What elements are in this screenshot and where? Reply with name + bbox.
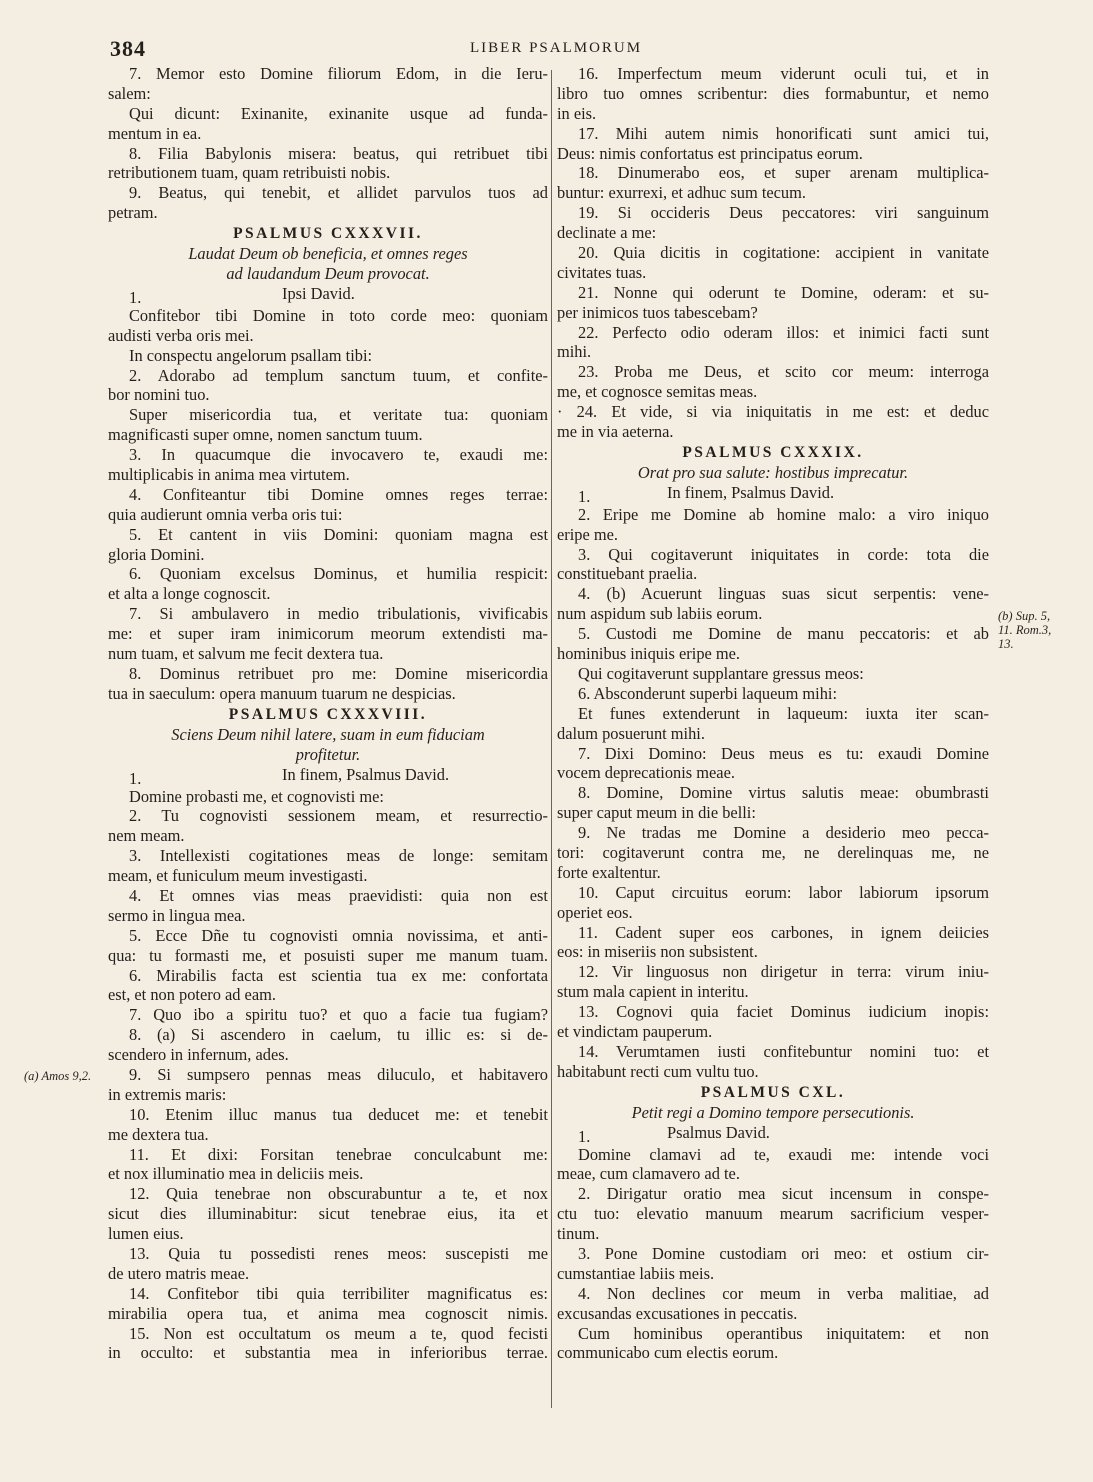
text-line: in extremis maris:: [108, 1084, 227, 1104]
text-line: 6. Mirabilis facta est scientia tua ex me: confortata: [129, 965, 548, 985]
text-line: per inimicos tuos tabescebam?: [557, 302, 758, 322]
text-line: cumstantiae labiis meis.: [557, 1263, 715, 1283]
text-line: qua: tu formasti me, et posuisti super me manum tuam.: [108, 945, 548, 965]
text-line: et alta a longe cognoscit.: [108, 584, 271, 604]
text-line: Qui dicunt: Exinanite, exinanite usque ad funda-: [129, 103, 548, 123]
psalm-argument: profitetur.: [295, 744, 361, 764]
text-line: 9. Ne tradas me Domine a desiderio meo pecca-: [578, 823, 989, 843]
text-line: declinate a me:: [557, 223, 657, 243]
text-line: num aspidum sub labiis eorum.: [557, 604, 763, 624]
text-line: 20. Quia dicitis in cogitatione: accipient in vanitate: [578, 243, 989, 263]
inscription-text: In finem, Psalmus David.: [667, 482, 835, 502]
verse-number: 1.: [129, 287, 142, 307]
text-line: nem meam.: [108, 826, 185, 846]
text-line: communicabo cum electis eorum.: [557, 1343, 779, 1363]
text-line: Confitebor tibi Domine in toto corde meo: quoniam: [129, 305, 548, 325]
text-line: forte exaltentur.: [557, 862, 661, 882]
text-line: mirabilia opera tua, et anima mea cognoscit nimis.: [108, 1303, 548, 1323]
text-line: in occulto: et substantia mea in inferioribus terrae.: [108, 1343, 548, 1363]
margin-note-right: [998, 609, 1078, 651]
text-line: 10. Caput circuitus eorum: labor labiorum ipsorum: [578, 882, 989, 902]
text-line: constituebant praelia.: [557, 564, 698, 584]
psalm-heading: PSALMUS CXXXVIII.: [228, 705, 428, 723]
text-line: et nox illuminatio mea in deliciis meis.: [108, 1164, 364, 1184]
text-line: 8. Filia Babylonis misera: beatus, qui retribuet tibi: [129, 143, 548, 163]
text-line: 17. Mihi autem nimis honorificati sunt amici tui,: [578, 123, 989, 143]
text-line: 19. Si occideris Deus peccatores: viri sanguinum: [578, 203, 989, 223]
text-line: 4. Et omnes vias meas praevidisti: quia non est: [129, 885, 548, 905]
text-line: petram.: [108, 203, 158, 223]
text-line: operiet eos.: [557, 902, 633, 922]
text-line: 14. Confitebor tibi quia terribiliter magnificatus es:: [129, 1283, 548, 1303]
text-line: me, et cognosce semitas meas.: [557, 382, 758, 402]
psalm-argument: Orat pro sua salute: hostibus imprecatur.: [637, 462, 909, 482]
text-line: 23. Proba me Deus, et scito cor meum: interroga: [578, 362, 989, 382]
text-line: tinum.: [557, 1224, 600, 1244]
text-line: libro tuo omnes scribentur: dies formabuntur, et nemo: [557, 83, 989, 103]
psalm-inscription: [108, 765, 548, 787]
psalm-inscription: [108, 284, 548, 306]
text-line: me in via aeterna.: [557, 422, 674, 442]
text-line: 5. Et cantent in viis Domini: quoniam magna est: [129, 524, 548, 544]
text-line: 16. Imperfectum meum viderunt oculi tui, et in: [578, 64, 989, 83]
page-header: [0, 34, 1093, 64]
text-line: me: et super iram inimicorum meorum extendisti ma-: [108, 624, 548, 644]
text-line: 3. Qui cogitaverunt iniquitates in corde: tota die: [578, 544, 989, 564]
text-line: 5. Custodi me Domine de manu peccatoris: et ab: [578, 624, 989, 644]
psalm-argument: Laudat Deum ob beneficia, et omnes reges: [188, 244, 468, 264]
text-line: magnificasti super omne, nomen sanctum tuum.: [108, 425, 423, 445]
text-line: 7. Memor esto Domine filiorum Edom, in die Ieru-: [129, 64, 548, 83]
text-line: Cum hominibus operantibus iniquitatem: et non: [578, 1323, 989, 1343]
text-line: 8. (a) Si ascendero in caelum, tu illic es: si de-: [129, 1025, 548, 1045]
verse-number: 1.: [129, 768, 142, 788]
text-line: Super misericordia tua, et veritate tua: quoniam: [129, 405, 548, 425]
text-line: · 24. Et vide, si via iniquitatis in me est: et deduc: [557, 402, 989, 422]
text-line: 21. Nonne qui oderunt te Domine, oderam: et su-: [578, 282, 989, 302]
text-line: tua in saeculum: opera manuum tuarum ne despicias.: [108, 683, 456, 703]
text-line: 13. Cognovi quia faciet Dominus iudicium inopis:: [578, 1002, 989, 1022]
text-line: gloria Domini.: [108, 544, 205, 564]
text-line: est, et non potero ad eam.: [108, 985, 276, 1005]
text-line: scendero in infernum, ades.: [108, 1045, 289, 1065]
text-line: 2. Dirigatur oratio mea sicut incensum in conspe-: [578, 1184, 989, 1204]
text-line: 8. Domine, Domine virtus salutis meae: obumbrasti: [578, 783, 989, 803]
text-line: excusandas excusationes in peccatis.: [557, 1303, 798, 1323]
text-line: 9. Si sumpsero pennas meas diluculo, et habitavero: [129, 1064, 548, 1084]
text-line: tori: cogitaverunt contra me, ne derelinquas me, ne: [557, 842, 989, 862]
left-column: [108, 64, 548, 1363]
text-line: Et funes extenderunt in laqueum: iuxta iter scan-: [578, 703, 989, 723]
psalm-inscription: [557, 1123, 989, 1145]
text-line: 6. Quoniam excelsus Dominus, et humilia respicit:: [129, 564, 548, 584]
text-line: ctu tuo: elevatio manuum mearum sacrificium vesper-: [557, 1204, 989, 1224]
text-line: lumen eius.: [108, 1224, 184, 1244]
text-line: 7. Dixi Domino: Deus meus es tu: exaudi Domine: [578, 743, 989, 763]
text-line: 2. Adorabo ad templum sanctum tuum, et confite-: [129, 365, 548, 385]
running-title: LIBER PSALMORUM: [470, 40, 643, 56]
psalm-argument: Sciens Deum nihil latere, suam in eum fiduciam: [171, 724, 485, 744]
text-line: stum mala capient in interitu.: [557, 982, 749, 1002]
margin-note-left: (a) Amos 9,2.: [24, 1069, 92, 1083]
text-line: 12. Vir linguosus non dirigetur in terra: virum iniu-: [578, 962, 989, 982]
inscription-text: Psalmus David.: [667, 1122, 770, 1142]
margin-note-line: 13.: [998, 637, 1014, 651]
text-line: 7. Quo ibo a spiritu tuo? et quo a facie tua fugiam?: [129, 1005, 548, 1025]
text-line: me dextera tua.: [108, 1124, 209, 1144]
text-line: 6. Absconderunt superbi laqueum mihi:: [578, 683, 838, 703]
text-line: sicut dies illuminabitur: sicut tenebrae eius, ita et: [108, 1204, 548, 1224]
text-line: Domine probasti me, et cognovisti me:: [129, 786, 384, 806]
text-line: eripe me.: [557, 524, 618, 544]
text-line: dalum posuerunt mihi.: [557, 723, 705, 743]
inscription-text: In finem, Psalmus David.: [282, 764, 450, 784]
text-line: de utero matris meae.: [108, 1263, 250, 1283]
text-line: 3. Intellexisti cogitationes meas de longe: semitam: [129, 846, 548, 866]
text-line: 11. Cadent super eos carbones, in ignem deiicies: [578, 922, 989, 942]
text-line: buntur: exurrexi, et adhuc sum tecum.: [557, 183, 806, 203]
text-line: 3. Pone Domine custodiam ori meo: et ostium cir-: [578, 1243, 989, 1263]
text-line: meam, et funiculum meum investigasti.: [108, 866, 368, 886]
text-line: quia audierunt omnia verba oris tui:: [108, 504, 343, 524]
text-line: 4. (b) Acuerunt linguas suas sicut serpentis: vene-: [578, 584, 989, 604]
text-line: retributionem tuam, quam retribuisti nobis.: [108, 163, 391, 183]
psalm-argument: ad laudandum Deum provocat.: [226, 264, 430, 284]
text-line: 15. Non est occultatum os meum a te, quod fecisti: [129, 1323, 548, 1343]
psalm-heading: PSALMUS CXXXIX.: [682, 443, 864, 461]
text-line: hominibus iniquis eripe me.: [557, 644, 741, 664]
text-line: mentum in ea.: [108, 123, 202, 143]
text-line: 18. Dinumerabo eos, et super arenam multiplica-: [578, 163, 989, 183]
psalm-inscription: [557, 483, 989, 505]
page-number: 384: [110, 36, 146, 61]
text-line: vocem deprecationis meae.: [557, 763, 735, 783]
text-line: 9. Beatus, qui tenebit, et allidet parvulos tuos ad: [129, 183, 548, 203]
text-line: Deus: nimis confortatus est principatus eorum.: [557, 143, 863, 163]
text-line: 7. Si ambulavero in medio tribulationis, vivificabis: [129, 604, 548, 624]
text-line: multiplicabis in anima mea virtutem.: [108, 465, 350, 485]
text-line: eos: in miseriis non subsistent.: [557, 942, 758, 962]
text-line: Qui cogitaverunt supplantare gressus meos:: [578, 663, 864, 683]
text-line: 22. Perfecto odio oderam illos: et inimici facti sunt: [578, 322, 989, 342]
psalm-heading: PSALMUS CXXXVII.: [233, 225, 423, 243]
text-line: in eis.: [557, 103, 597, 123]
text-line: 13. Quia tu possedisti renes meos: suscepisti me: [129, 1243, 548, 1263]
text-line: 2. Eripe me Domine ab homine malo: a viro iniquo: [578, 504, 989, 524]
psalm-argument: Petit regi a Domino tempore persecutionis.: [631, 1102, 915, 1122]
margin-note-line: (b) Sup. 5,: [998, 609, 1051, 623]
text-line: In conspectu angelorum psallam tibi:: [129, 345, 373, 365]
text-line: bor nomini tuo.: [108, 385, 210, 405]
right-column: [557, 64, 989, 1363]
psalm-heading: PSALMUS CXL.: [700, 1083, 846, 1101]
text-line: 8. Dominus retribuet pro me: Domine misericordia: [129, 663, 548, 683]
text-line: 5. Ecce Dñe tu cognovisti omnia novissima, et anti-: [129, 925, 548, 945]
text-line: 4. Confiteantur tibi Domine omnes reges terrae:: [129, 484, 548, 504]
text-line: super caput meum in die belli:: [557, 803, 756, 823]
text-line: 4. Non declines cor meum in verba malitiae, ad: [578, 1283, 989, 1303]
text-line: Domine clamavi ad te, exaudi me: intende voci: [578, 1144, 989, 1164]
text-line: num tuam, et salvum me fecit dextera tua.: [108, 644, 384, 664]
column-divider: [551, 70, 552, 1408]
text-line: meae, cum clamavero ad te.: [557, 1164, 740, 1184]
text-line: 11. Et dixi: Forsitan tenebrae conculcabunt me:: [129, 1144, 548, 1164]
text-line: habitabunt recti cum vultu tuo.: [557, 1061, 759, 1081]
text-line: sermo in lingua mea.: [108, 905, 246, 925]
text-line: salem:: [108, 83, 151, 103]
text-line: 2. Tu cognovisti sessionem meam, et resurrectio-: [129, 806, 548, 826]
text-line: 3. In quacumque die invocavero te, exaudi me:: [129, 445, 548, 465]
text-line: 12. Quia tenebrae non obscurabuntur a te, et nox: [129, 1184, 548, 1204]
verse-number: 1.: [578, 1126, 591, 1146]
text-line: civitates tuas.: [557, 262, 647, 282]
text-line: et vindictam pauperum.: [557, 1021, 713, 1041]
text-line: mihi.: [557, 342, 592, 362]
inscription-text: Ipsi David.: [282, 283, 355, 303]
text-line: 10. Etenim illuc manus tua deducet me: et tenebit: [129, 1104, 548, 1124]
margin-note-line: 11. Rom.3,: [998, 623, 1052, 637]
text-line: 14. Verumtamen iusti confitebuntur nomini tuo: et: [578, 1041, 989, 1061]
text-line: audisti verba oris mei.: [108, 325, 254, 345]
verse-number: 1.: [578, 486, 591, 506]
